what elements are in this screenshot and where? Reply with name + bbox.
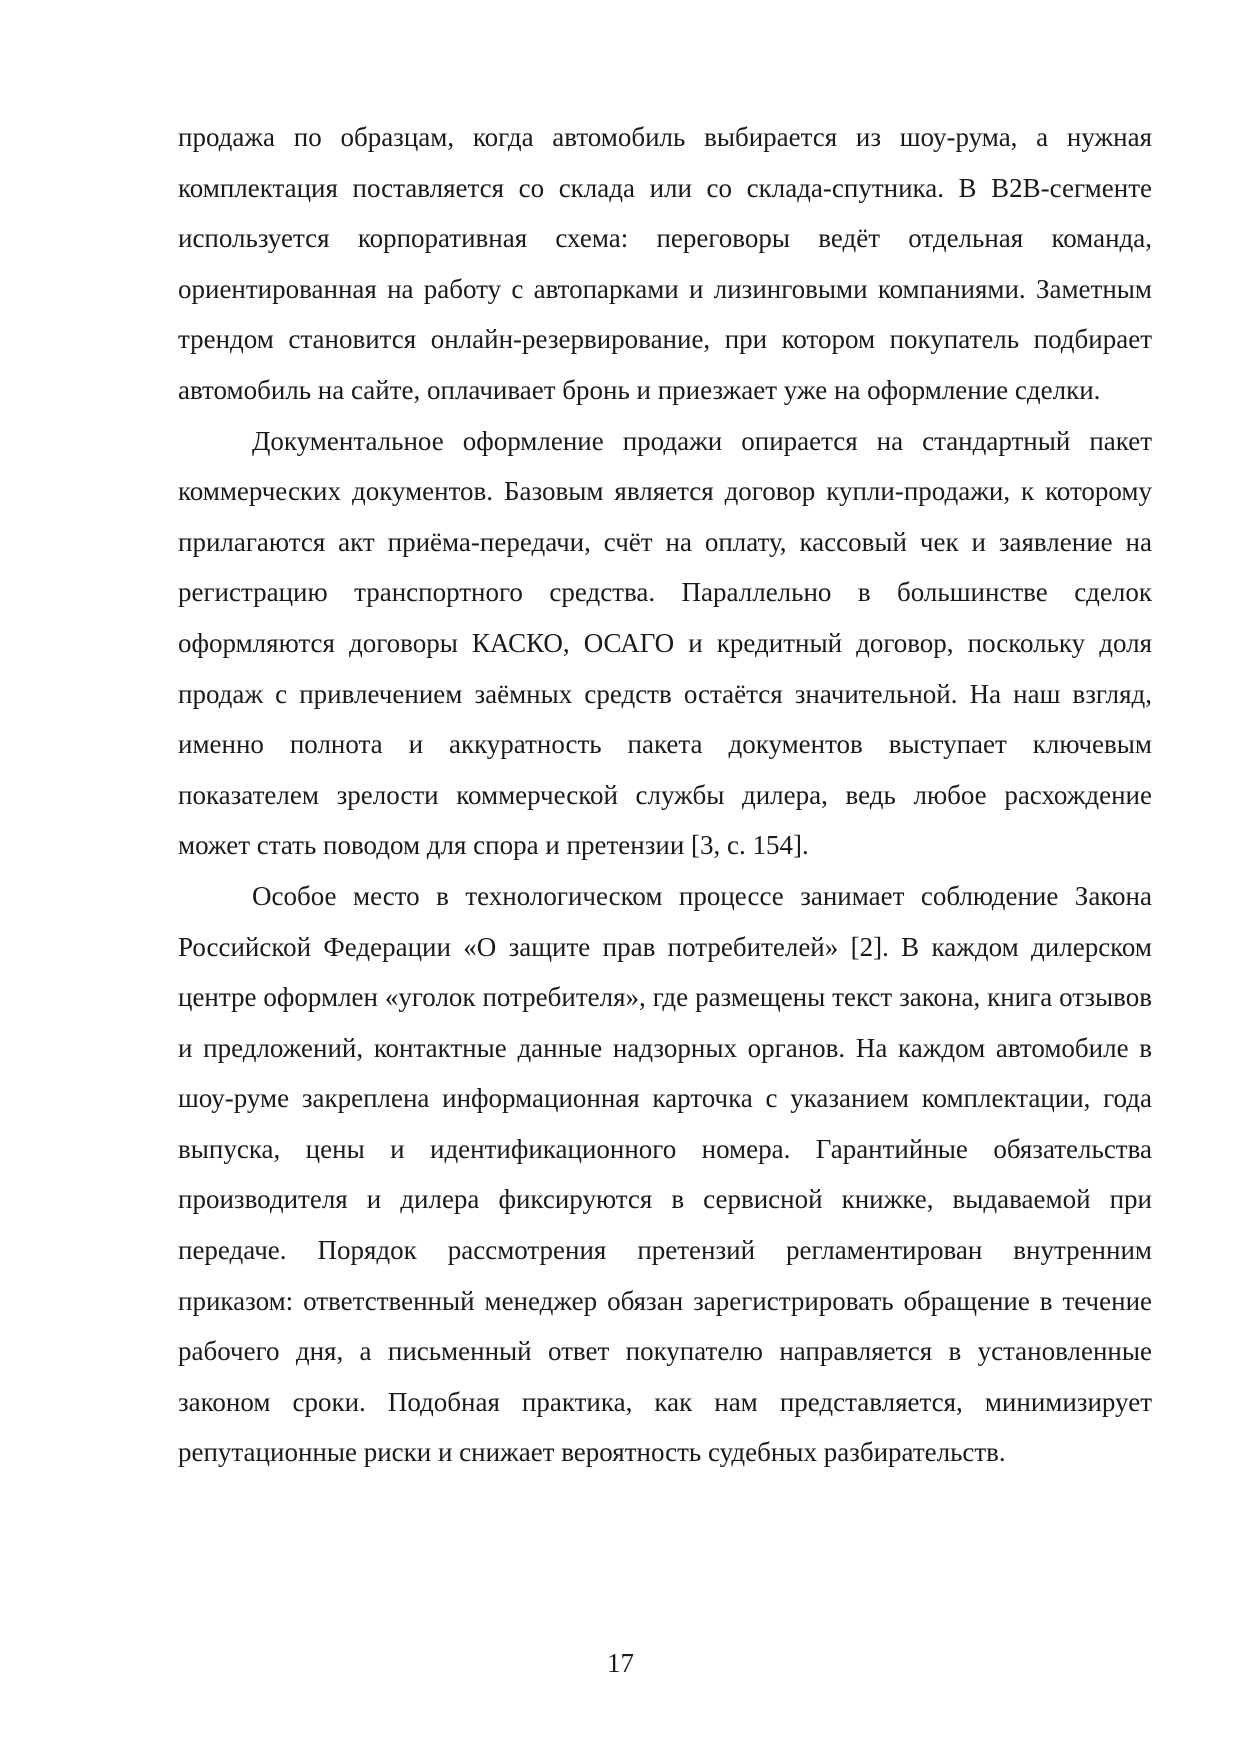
page-number: 17	[607, 1648, 634, 1678]
document-body	[178, 112, 1152, 1478]
paragraph-documentation: Документальное оформление продажи опирается на стандартный пакет коммерческих документов. Базовым является договор купли-продажи, к которому прилагаются акт приёма-передачи, счёт на оплату, кассовый чек и заявление на регистрацию транспортного средства. Параллельно в большинстве сделок оформляются договоры КАСКО, ОСАГО и кредитный договор, поскольку доля продаж с привлечением заёмных средств остаётся значительной. На наш взгляд, именно полнота и аккуратность пакета документов выступает ключевым показателем зрелости коммерческой службы дилера, ведь любое расхождение может стать поводом для спора и претензии [3, с. 154].	[178, 425, 1152, 861]
paragraph-sales-formats: продажа по образцам, когда автомобиль выбирается из шоу-рума, а нужная комплектация поставляется со склада или со склада-спутника. В B2B-сегменте используется корпоративная схема: переговоры ведёт отдельная команда, ориентированная на работу с автопарками и лизинговыми компаниями. Заметным трендом становится онлайн-резервирование, при котором покупатель подбирает автомобиль на сайте, оплачивает бронь и приезжает уже на оформление сделки.	[178, 122, 1152, 405]
paragraph-consumer-rights: Особое место в технологическом процессе занимает соблюдение Закона Российской Федерации «О защите прав потребителей» [2]. В каждом дилерском центре оформлен «уголок потребителя», где размещены текст закона, книга отзывов и предложений, контактные данные надзорных органов. На каждом автомобиле в шоу-руме закреплена информационная карточка с указанием комплектации, года выпуска, цены и идентификационного номера. Гарантийные обязательства производителя и дилера фиксируются в сервисной книжке, выдаваемой при передаче. Порядок рассмотрения претензий регламентирован внутренним приказом: ответственный менеджер обязан зарегистрировать обращение в течение рабочего дня, а письменный ответ покупателю направляется в установленные законом сроки. Подобная практика, как нам представляется, минимизирует репутационные риски и снижает вероятность судебных разбирательств.	[178, 880, 1152, 1468]
